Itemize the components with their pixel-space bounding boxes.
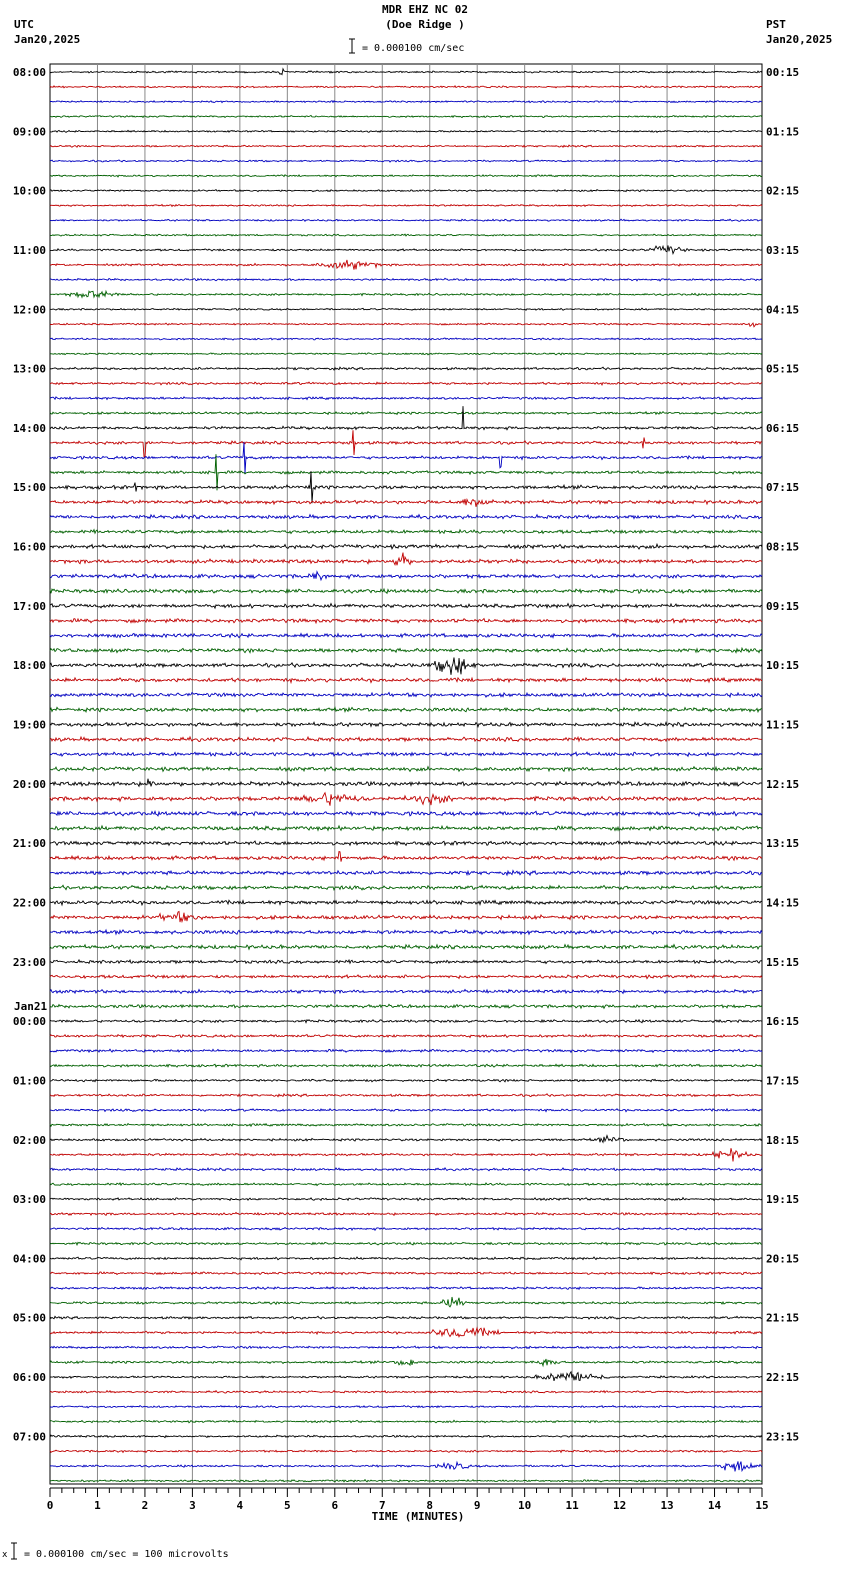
pst-hour-label: 15:15 xyxy=(766,955,800,969)
utc-hour-label: 06:00 xyxy=(12,1371,46,1385)
trace-line xyxy=(50,69,762,75)
trace-line xyxy=(50,737,762,742)
trace-line xyxy=(50,900,762,905)
pst-zone-label: PST xyxy=(766,18,786,31)
pst-hour-label: 01:15 xyxy=(766,125,800,139)
pst-hour-label: 22:15 xyxy=(766,1371,800,1385)
x-tick-label: 10 xyxy=(518,1499,532,1512)
trace-line xyxy=(50,1198,762,1201)
pst-hour-label: 14:15 xyxy=(766,896,800,910)
trace-line xyxy=(50,885,762,890)
x-tick-label: 3 xyxy=(189,1499,196,1512)
trace-line xyxy=(50,1346,762,1349)
trace-line xyxy=(50,1391,762,1393)
footer-prefix: x xyxy=(2,1550,8,1560)
utc-hour-label: 19:00 xyxy=(12,718,46,732)
trace-line xyxy=(50,1183,762,1186)
pst-hour-label: 16:15 xyxy=(766,1015,800,1029)
plot-frame xyxy=(50,64,762,1484)
scale-label: = 0.000100 cm/sec xyxy=(362,43,465,54)
trace-line xyxy=(50,871,762,876)
trace-line xyxy=(50,990,762,994)
trace-line xyxy=(50,1480,762,1482)
trace-line xyxy=(50,930,762,934)
trace-line xyxy=(50,589,762,593)
trace-line xyxy=(50,841,762,845)
trace-line xyxy=(50,1297,762,1307)
trace-line xyxy=(50,767,762,772)
trace-line xyxy=(50,658,762,675)
utc-hour-label: 07:00 xyxy=(12,1430,46,1444)
pst-hour-label: 09:15 xyxy=(766,599,800,613)
x-tick-label: 11 xyxy=(565,1499,579,1512)
pst-hour-label: 07:15 xyxy=(766,481,800,495)
trace-line xyxy=(50,1372,762,1381)
trace-line xyxy=(50,278,762,281)
utc-hour-label: 17:00 xyxy=(12,599,46,613)
utc-hour-label: 16:00 xyxy=(12,540,46,554)
trace-line xyxy=(50,1227,762,1230)
trace-line xyxy=(50,145,762,147)
utc-hour-label: 10:00 xyxy=(12,184,46,198)
utc-hour-label: 09:00 xyxy=(12,125,46,139)
trace-line xyxy=(50,471,762,503)
utc-hour-label: 00:00 xyxy=(12,1015,46,1029)
trace-line xyxy=(50,382,762,385)
trace-line xyxy=(50,1064,762,1067)
trace-line xyxy=(50,1034,762,1037)
utc-hour-label: 20:00 xyxy=(12,777,46,791)
trace-line xyxy=(50,1109,762,1112)
pst-hour-label: 08:15 xyxy=(766,540,800,554)
trace-line xyxy=(50,1420,762,1423)
trace-line xyxy=(50,1242,762,1245)
x-tick-label: 1 xyxy=(94,1499,101,1512)
trace-line xyxy=(50,190,762,192)
pst-hour-label: 20:15 xyxy=(766,1252,800,1266)
trace-line xyxy=(50,515,762,519)
station-title: MDR EHZ NC 02 xyxy=(381,3,469,16)
utc-hour-label: 14:00 xyxy=(12,421,46,435)
x-tick-label: 13 xyxy=(660,1499,674,1512)
trace-line xyxy=(50,779,762,787)
trace-line xyxy=(50,1136,762,1143)
utc-hour-label: 01:00 xyxy=(12,1074,46,1088)
utc-hour-label: 11:00 xyxy=(12,243,46,257)
trace-line xyxy=(50,291,762,297)
x-tick-label: 0 xyxy=(46,1499,54,1512)
trace-line xyxy=(50,826,762,831)
trace-line xyxy=(50,619,762,623)
trace-line xyxy=(50,1359,762,1366)
trace-line xyxy=(50,205,762,207)
pst-hour-label: 06:15 xyxy=(766,421,800,435)
trace-line xyxy=(50,1257,762,1260)
trace-line xyxy=(50,1328,762,1337)
trace-line xyxy=(50,752,762,756)
trace-line xyxy=(50,530,762,534)
trace-line xyxy=(50,1450,762,1452)
trace-line xyxy=(50,367,762,370)
trace-line xyxy=(50,245,762,253)
utc-hour-label: 02:00 xyxy=(12,1133,46,1147)
pst-hour-label: 13:15 xyxy=(766,837,800,851)
pst-hour-label: 00:15 xyxy=(766,66,800,79)
trace-line xyxy=(50,175,762,177)
x-tick-label: 14 xyxy=(707,1499,722,1512)
trace-line xyxy=(50,707,762,711)
trace-line xyxy=(50,101,762,103)
x-tick-label: 5 xyxy=(284,1499,291,1512)
pst-hour-label: 05:15 xyxy=(766,362,800,376)
trace-line xyxy=(50,160,762,162)
trace-line xyxy=(50,454,762,490)
footer-scale-bar-icon xyxy=(10,1542,18,1560)
x-tick-label: 8 xyxy=(426,1499,434,1512)
trace-line xyxy=(50,722,762,726)
trace-line xyxy=(50,430,762,457)
trace-line xyxy=(50,553,762,566)
x-tick-label: 15 xyxy=(755,1499,769,1512)
utc-hour-label: 13:00 xyxy=(12,362,46,376)
utc-zone-label: UTC xyxy=(14,18,34,31)
trace-line xyxy=(50,1461,762,1471)
trace-line xyxy=(50,442,762,473)
pst-hour-label: 11:15 xyxy=(766,718,800,732)
trace-line xyxy=(50,1124,762,1127)
utc-hour-label: 21:00 xyxy=(12,837,46,851)
trace-line xyxy=(50,234,762,236)
trace-line xyxy=(50,960,762,964)
trace-line xyxy=(50,219,762,221)
trace-line xyxy=(50,678,762,683)
trace-line xyxy=(50,397,762,400)
trace-line xyxy=(50,1406,762,1408)
x-tick-label: 2 xyxy=(141,1499,149,1512)
utc-hour-label: 04:00 xyxy=(12,1252,46,1266)
trace-line xyxy=(50,793,762,806)
pst-hour-label: 03:15 xyxy=(766,243,800,257)
trace-line xyxy=(50,1094,762,1097)
x-tick-label: 6 xyxy=(331,1499,339,1512)
trace-line xyxy=(50,1272,762,1275)
trace-line xyxy=(50,811,762,816)
trace-line xyxy=(50,308,762,310)
x-tick-label: 4 xyxy=(236,1499,244,1512)
trace-line xyxy=(50,338,762,340)
utc-hour-label: 12:00 xyxy=(12,303,46,317)
pst-hour-label: 10:15 xyxy=(766,659,800,673)
trace-line xyxy=(50,1049,762,1052)
trace-line xyxy=(50,1020,762,1023)
pst-hour-label: 17:15 xyxy=(766,1074,800,1088)
trace-line xyxy=(50,1213,762,1216)
station-location: (Doe Ridge ) xyxy=(385,18,465,31)
pst-hour-label: 02:15 xyxy=(766,184,800,198)
trace-line xyxy=(50,116,762,118)
x-axis-title: TIME (MINUTES) xyxy=(371,1510,465,1523)
x-tick-label: 7 xyxy=(378,1499,386,1512)
pst-hour-label: 23:15 xyxy=(766,1430,800,1444)
trace-line xyxy=(50,1287,762,1290)
utc-hour-label: 15:00 xyxy=(12,481,46,495)
trace-line xyxy=(50,130,762,132)
utc-hour-label: 23:00 xyxy=(12,955,46,969)
trace-line xyxy=(50,260,762,270)
day-change-label: Jan21 xyxy=(14,1000,48,1014)
x-tick-label: 9 xyxy=(473,1499,481,1512)
trace-line xyxy=(50,406,762,430)
trace-line xyxy=(50,852,762,862)
trace-line xyxy=(50,353,762,355)
pst-hour-label: 18:15 xyxy=(766,1133,800,1147)
trace-line xyxy=(50,634,762,638)
pst-hour-label: 21:15 xyxy=(766,1311,800,1325)
trace-line xyxy=(50,1435,762,1438)
utc-hour-label: 05:00 xyxy=(12,1311,46,1325)
trace-line xyxy=(50,323,762,327)
trace-line xyxy=(50,86,762,88)
x-tick-label: 12 xyxy=(612,1499,627,1512)
pst-hour-label: 04:15 xyxy=(766,303,800,317)
trace-line xyxy=(50,1004,762,1008)
pst-hour-label: 19:15 xyxy=(766,1193,800,1207)
utc-hour-label: 22:00 xyxy=(12,896,46,910)
utc-hour-label: 18:00 xyxy=(12,659,46,673)
trace-line xyxy=(50,693,762,698)
utc-date-label: Jan20,2025 xyxy=(14,33,81,46)
pst-date-label: Jan20,2025 xyxy=(766,33,833,46)
trace-line xyxy=(50,975,762,979)
trace-line xyxy=(50,912,762,923)
trace-line xyxy=(50,572,762,580)
trace-line xyxy=(50,648,762,652)
trace-line xyxy=(50,945,762,950)
trace-line xyxy=(50,1316,762,1319)
utc-hour-label: 03:00 xyxy=(12,1193,46,1207)
footer-scale-note: = 0.000100 cm/sec = 100 microvolts xyxy=(24,1549,229,1560)
trace-line xyxy=(50,1079,762,1082)
trace-line xyxy=(50,544,762,549)
pst-hour-label: 12:15 xyxy=(766,777,800,791)
trace-line xyxy=(50,604,762,609)
trace-line xyxy=(50,412,762,415)
trace-line xyxy=(50,1148,762,1161)
utc-hour-label: 08:00 xyxy=(12,66,46,79)
trace-line xyxy=(50,499,762,507)
trace-line xyxy=(50,1168,762,1171)
